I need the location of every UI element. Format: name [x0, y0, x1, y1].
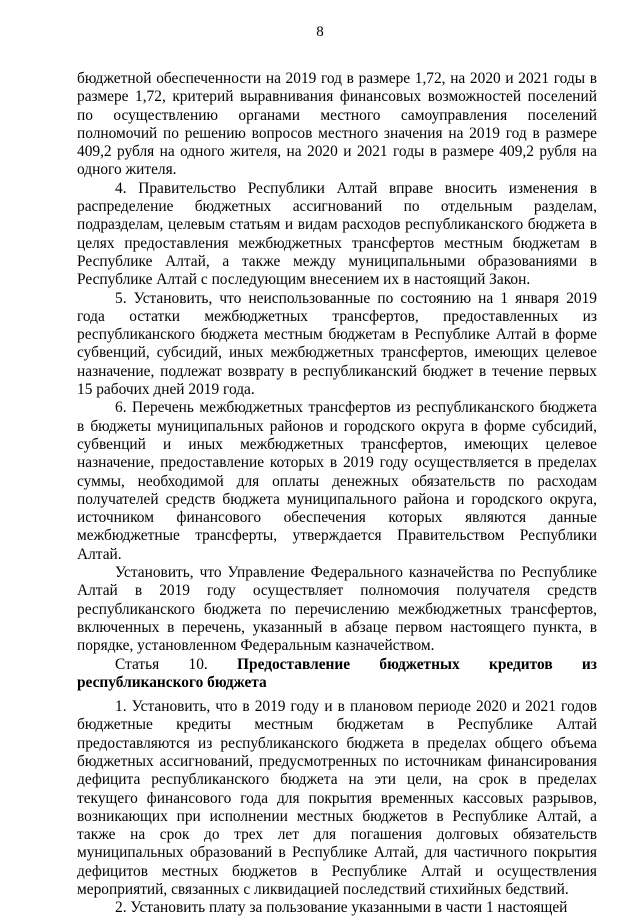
paragraph-item-6: 6. Перечень межбюджетных трансфертов из республиканского бюджета в бюджеты муниципальных районов и городского округа в форме субсидий, субвенций и иных межбюджетных трансфертов, имеющих целевое назначение, предоставление которых в 2019 году осуществляется в пределах суммы, необходимой для оплаты денежных обязательств по расходам получателей средств бюджета муниципального района и городского округа, источником финансового обеспечения которых являются данные межбюджетные трансферты, утверждается Правительством Республики Алтай.	[77, 399, 597, 563]
document-body	[77, 70, 597, 918]
paragraph-item-6-second: Установить, что Управление Федерального казначейства по Республике Алтай в 2019 году осуществляет полномочия получателя средств республиканского бюджета по перечислению межбюджетных трансфертов, включенных в перечень, указанный в абзаце первом настоящего пункта, в порядке, установленном Федеральным казначейством.	[77, 564, 597, 655]
paragraph-item-4: 4. Правительство Республики Алтай вправе вносить изменения в распределение бюджетных ассигнований по отдельным разделам, подразделам, целевым статьям и видам расходов республиканского бюджета в целях предоставления межбюджетных трансфертов местным бюджетам в Республике Алтай, а также между муниципальными образованиями в Республике Алтай с последующим внесением их в настоящий Закон.	[77, 179, 597, 289]
paragraph-article-10-item-1: 1. Установить, что в 2019 году и в плановом периоде 2020 и 2021 годов бюджетные кредиты местным бюджетам в Республике Алтай предоставляются из республиканского бюджета в пределах общего объема бюджетных ассигнований, предусмотренных по источникам финансирования дефицита республиканского бюджета на эти цели, на срок в пределах текущего финансового года для покрытия временных кассовых разрывов, возникающих при исполнении местных бюджетов в Республике Алтай, а также на срок до трех лет для погашения долговых обязательств муниципальных образований в Республике Алтай, для частичного покрытия дефицитов местных бюджетов в Республике Алтай и осуществления мероприятий, связанных с ликвидацией последствий стихийных бедствий.	[77, 698, 597, 899]
paragraph-article-10-item-2: 2. Установить плату за пользование указанными в части 1 настоящей	[115, 899, 568, 917]
article-heading	[77, 656, 597, 693]
paragraph-continuation: бюджетной обеспеченности на 2019 год в размере 1,72, на 2020 и 2021 годы в размере 1,72, критерий выравнивания финансовых возможностей поселений по осуществлению органами местного самоуправления поселений полномочий по решению вопросов местного значения на 2019 год в размере 409,2 рубля на одного жителя, на 2020 и 2021 годы в размере 409,2 рубля на одного жителя.	[77, 70, 597, 179]
paragraph-item-5: 5. Установить, что неиспользованные по состоянию на 1 января 2019 года остатки межбюджетных трансфертов, предоставленных из республиканского бюджета местным бюджетам в Республике Алтай в форме субвенций, субсидий, иных межбюджетных трансфертов, имеющих целевое назначение, подлежат возврату в республиканский бюджет в течение первых 15 рабочих дней 2019 года.	[77, 289, 597, 399]
article-title: Предоставление бюджетных кредитов из республиканского бюджета	[77, 655, 597, 691]
page-number: 8	[316, 24, 324, 40]
article-number: Статья 10.	[115, 655, 238, 673]
